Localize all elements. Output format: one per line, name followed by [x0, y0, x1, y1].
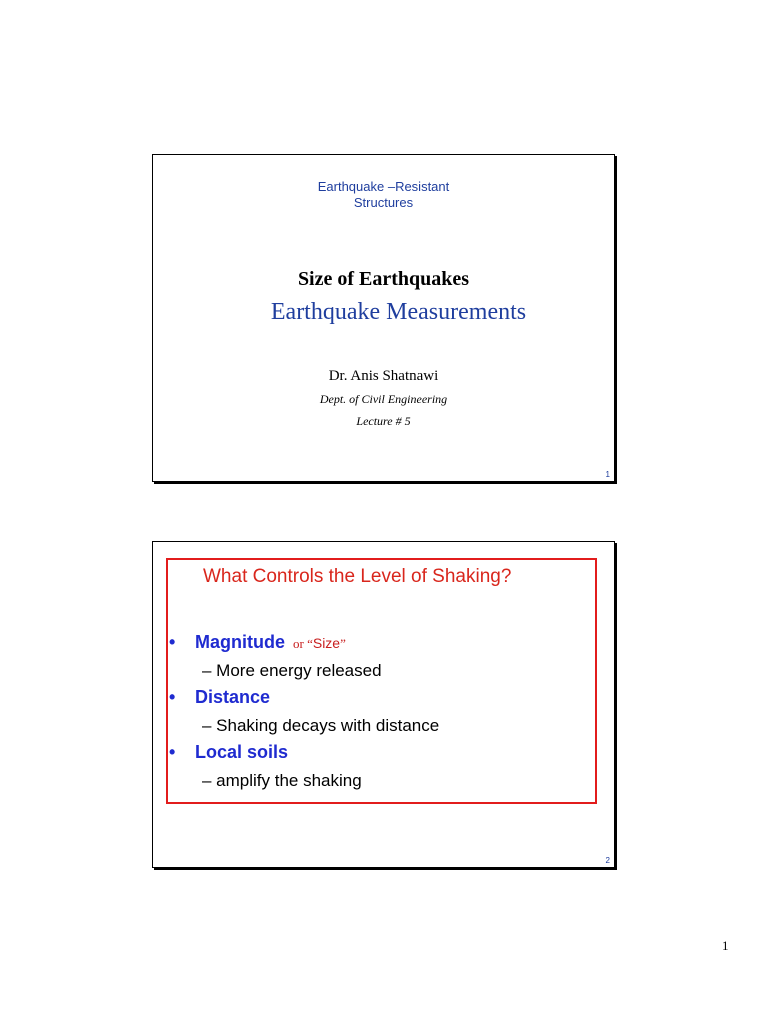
bullet-detail: – amplify the shaking	[202, 771, 362, 790]
slide1-title: Earthquake Measurements	[270, 299, 527, 325]
author-name: Dr. Anis Shatnawi	[328, 368, 439, 384]
bullet-local-soils	[169, 742, 288, 763]
slide1-subtitle: Size of Earthquakes	[297, 268, 470, 290]
lecture-number: Lecture # 5	[356, 414, 411, 428]
bullet-label: Local soils	[195, 742, 289, 762]
bullet-detail: – More energy released	[202, 661, 382, 680]
slide-number: 1	[605, 470, 610, 479]
aside-size: Size	[312, 635, 341, 651]
bullet-label: Distance	[195, 687, 271, 707]
slide-1	[152, 154, 615, 482]
bullet-marker: •	[169, 632, 176, 652]
bullet-distance	[169, 687, 270, 708]
bullet-marker: •	[169, 687, 176, 707]
page-number: 1	[722, 938, 729, 953]
department: Dept. of Civil Engineering	[319, 392, 448, 406]
course-title-line1: Earthquake –Resistant	[317, 179, 450, 194]
slide-number: 2	[605, 856, 610, 865]
slide2-title: What Controls the Level of Shaking?	[203, 566, 512, 587]
bullet-magnitude	[169, 632, 346, 653]
size-aside	[293, 636, 346, 651]
bullet-marker: •	[169, 742, 176, 762]
bullet-label: Magnitude	[195, 632, 285, 652]
content-frame	[166, 558, 597, 804]
aside-close-quote: ”	[340, 636, 346, 651]
slide-2	[152, 541, 615, 868]
bullet-detail: – Shaking decays with distance	[202, 716, 440, 735]
aside-or: or “	[293, 636, 313, 651]
course-title-line2: Structures	[353, 195, 414, 210]
course-title	[153, 179, 614, 211]
